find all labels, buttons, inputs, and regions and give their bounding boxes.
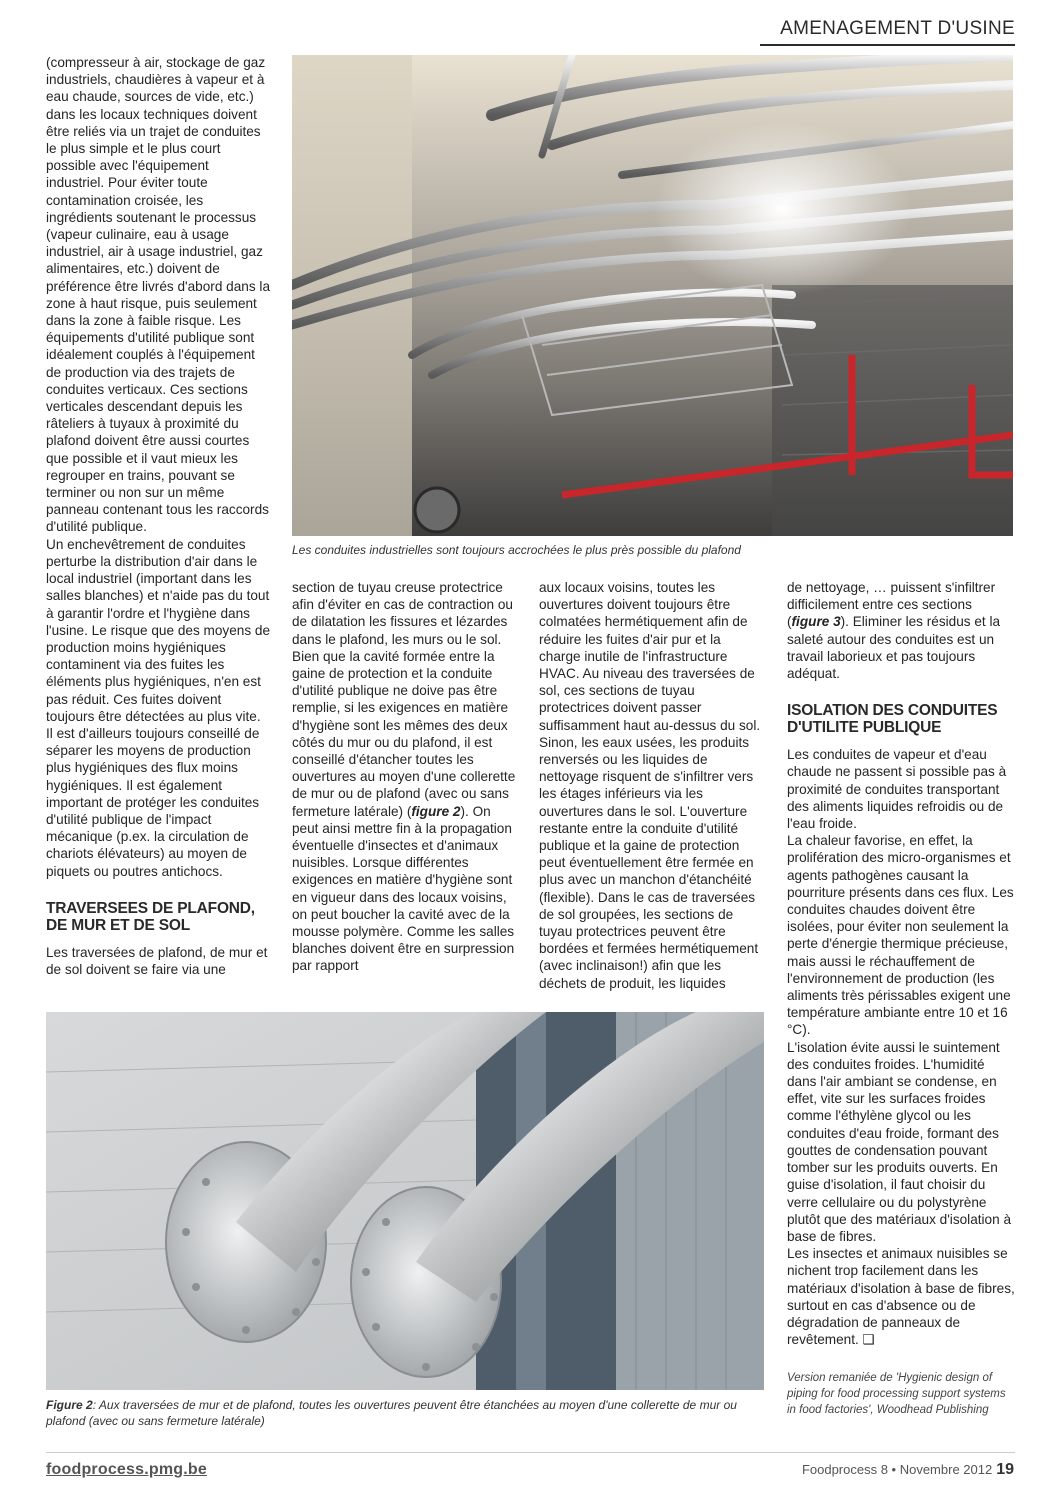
text-column-2: [292, 579, 518, 975]
paragraph: L'isolation évite aussi le suintement des conduites froides. L'humidité dans l'air ambiant se condense, en effet, vite sur les surfaces froides comme l'éthylène glycol ou les conduites d'eau froide, formant des gouttes de condensation pouvant tomber sur les produits ouverts. En guise d'isolation, il faut choisir du verre cellulaire ou du polystyrène plutôt que des matériaux d'isolation à base de fibres.: [787, 1039, 1012, 1244]
paragraph: Les conduites de vapeur et d'eau chaude ne passent si possible pas à proximité de conduites transportant des aliments liquides refroidis ou de l'eau froide.: [787, 747, 1007, 832]
text-column-4: [787, 579, 1015, 1418]
text-column-3: [539, 579, 765, 992]
page-number: 19: [996, 1461, 1014, 1478]
paragraph: aux locaux voisins, toutes les ouvertures doivent toujours être colmatées hermétiquement afin de réduire les fuites d'air pur et la charge inutile de l'infrastructure HVAC. Au niveau des traversées de sol, ces sections de tuyau protectrices doivent passer suffisamment haut au-dessus du sol. Sinon, les eaux usées, les produits renversés ou les liquides de nettoyage risquent de s'infiltrer vers les étages inférieurs via les ouvertures dans le sol. L'ouverture restante entre la conduite d'utilité publique et la gaine de protection peut éventuellement être fermée en plus avec un manchon d'étanchéité (flexible). Dans le cas de traversées de sol groupées, les sections de tuyau protectrices peuvent être bordées et fermées hermétiquement (avec inclinaison!) afin que les déchets de produit, les liquides: [539, 580, 761, 991]
section-heading: TRAVERSEES DE PLAFOND, DE MUR ET DE SOL: [46, 899, 255, 934]
source-credit: Version remaniée de 'Hygienic design of piping for food processing support systems in food factories', Woodhead Publishing: [787, 1372, 1006, 1417]
section-label: AMENAGEMENT D'USINE: [780, 18, 1015, 39]
paragraph: Un enchevêtrement de conduites perturbe la distribution d'air dans le local industriel (important dans les salles blanches) et n'aide pas du tout à garantir l'ordre et l'hygiène dans l'usine. Le risque que des moyens de production moins hygiéniques contaminent via des fuites les éléments plus hygiéniques, n'en est pas réduit. Ces fuites doivent toujours être détectées au plus vite. Il est d'ailleurs toujours conseillé de séparer les moyens de production plus hygiéniques des flux moins hygiéniques. Il est également important de protéger les conduites d'utilité publique de l'impact mécanique (p.ex. la circulation de chariots élévateurs) au moyen de piquets ou poutres antichocs.: [46, 536, 271, 879]
paragraph: section de tuyau creuse protectrice afin d'éviter en cas de contraction ou de dilatation les fissures et lézardes dans le plafond, les murs ou le sol. Bien que la cavité formée entre la gaine de protection et la conduite d'utilité publique ne doive pas être remplie, si les exigences en matière d'hygiène sont les mêmes des deux côtés du mur ou du plafond, il est conseillé d'étancher toutes les ouvertures au moyen d'une collerette de mur ou de plafond (avec ou sans fermeture latérale) (figure 2). On peut ainsi mettre fin à la propagation éventuelle d'insectes et d'animaux nuisibles. Lorsque différentes exigences en matière d'hygiène sont en vigueur dans des locaux voisins, on peut boucher la cavité avec de la mousse polymère. Comme les salles blanches doivent être en surpression par rapport: [292, 580, 516, 974]
section-heading: ISOLATION DES CONDUITES D'UTILITE PUBLIQUE: [787, 702, 998, 737]
figure-label: Figure 2: [46, 1398, 93, 1412]
paragraph: (compresseur à air, stockage de gaz industriels, chaudières à vapeur et à eau chaude, sources de vide, etc.) dans les locaux techniques doivent être reliés via un trajet de conduites le plus simple et le plus court possible avec l'équipement industriel. Pour éviter toute contamination croisée, les ingrédients soutenant le processus (vapeur culinaire, eau à usage industriel, air à usage industriel, gaz alimentaires, etc.) doivent de préférence être livrés d'abord dans la zone à haut risque, puis seulement dans la zone à faible risque. Les équipements d'utilité publique sont idéalement couplés à l'équipement de production via des trajets de conduites verticaux. Ces sections verticales descendant depuis les râteliers à tuyaux à proximité du plafond doivent être aussi courtes que possible et il vaut mieux les regrouper en trains, pouvant se terminer ou non sur un même panneau contenant tous les raccords d'utilité publique.: [46, 55, 270, 535]
issue-info: [802, 1461, 1014, 1479]
ceiling-pipes-photo: [292, 55, 1013, 536]
issue-label: Foodprocess 8 • Novembre 2012: [801, 1462, 993, 1477]
paragraph: de nettoyage, … puissent s'infiltrer difficilement entre ces sections (figure 3). Eliminer les résidus et la saleté autour des conduites est un travail laborieux et pas toujours adéquat.: [787, 580, 1001, 682]
paragraph: Les insectes et animaux nuisibles se nichent trop facilement dans les matériaux d'isolation à base de fibres, surtout en cas d'absence ou de dégradation de panneaux de revêtement. ❑: [787, 1246, 1015, 1348]
paragraph: La chaleur favorise, en effet, la prolifération des micro-organismes et agents pathogènes causant la pourriture présents dans ces flux. Les conduites chaudes doivent être isolées, pour éviter non seulement la perte d'énergie thermique précieuse, mais aussi le réchauffement de l'environnement de production (les aliments très périssables exigent une température ambiante entre 10 et 16 °C).: [787, 833, 1014, 1038]
photo-caption: Les conduites industrielles sont toujours accrochées le plus près possible du plafond: [292, 543, 741, 557]
section-rule: [760, 44, 1015, 46]
figure-reference: figure 3: [791, 614, 841, 630]
paragraph: Les traversées de plafond, de mur et de sol doivent se faire via une: [46, 944, 268, 977]
website-link[interactable]: foodprocess.pmg.be: [46, 1461, 207, 1478]
wall-penetration-photo: [46, 1012, 764, 1390]
footer-rule: [46, 1452, 1015, 1453]
figure-caption: Figure 2: Aux traversées de mur et de plafond, toutes les ouvertures peuvent être étanchées au moyen d'une collerette de mur ou plafond (avec ou sans fermeture latérale): [46, 1398, 737, 1428]
figure-reference: figure 2: [411, 803, 461, 819]
text-column-1: [46, 54, 270, 978]
